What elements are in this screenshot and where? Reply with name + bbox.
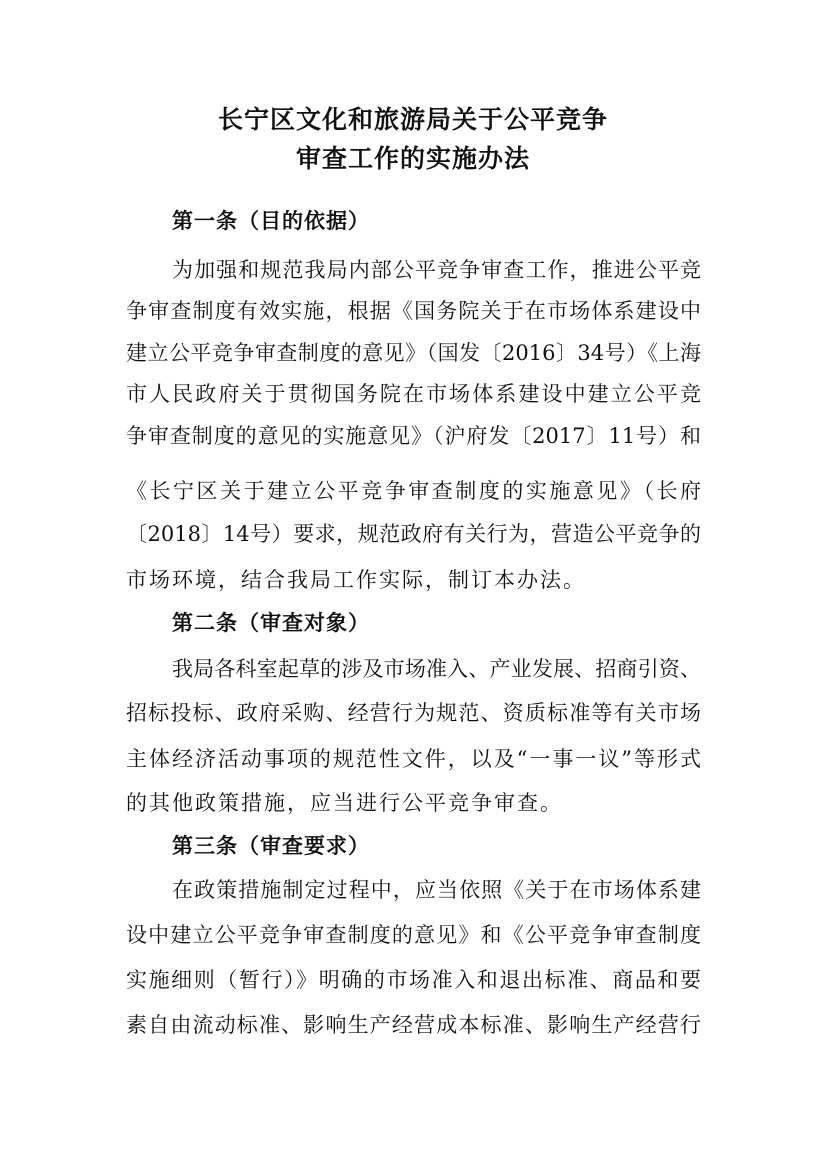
paragraph-line: 设中建立公平竞争审查制度的意见》和《公平竞争审查制度 (126, 923, 701, 947)
paragraph-line: 招标投标、政府采购、经营行为规范、资质标准等有关市场 (126, 701, 701, 725)
paragraph-line: 实施细则（暂行）》明确的市场准入和退出标准、商品和要 (126, 968, 701, 992)
paragraph-line: 《长宁区关于建立公平竞争审查制度的实施意见》（长府 (126, 479, 701, 503)
paragraph-line: 建立公平竞争审查制度的意见》（国发〔2016〕34号）《上海 (126, 341, 701, 365)
paragraph-line: 〔2018〕14号）要求，规范政府有关行为，营造公平竞争的 (126, 522, 701, 546)
paragraph-line: 在政策措施制定过程中，应当依照《关于在市场体系建 (172, 878, 701, 902)
paragraph-line: 争审查制度有效实施，根据《国务院关于在市场体系建设中 (126, 299, 701, 323)
document-title-line-1: 长宁区文化和旅游局关于公平竞争 (217, 105, 608, 134)
paragraph-line: 我局各科室起草的涉及市场准入、产业发展、招商引资、 (172, 657, 701, 681)
paragraph-line: 为加强和规范我局内部公平竞争审查工作，推进公平竞 (172, 258, 701, 282)
section-heading-3: 第三条（审查要求） (172, 834, 370, 858)
paragraph-line: 市场环境，结合我局工作实际，制订本办法。 (126, 568, 586, 592)
section-heading-2: 第二条（审查对象） (172, 611, 370, 635)
paragraph-line: 的其他政策措施，应当进行公平竞争审查。 (126, 791, 563, 815)
section-heading-1: 第一条（目的依据） (172, 209, 370, 233)
paragraph-line: 市人民政府关于贯彻国务院在市场体系建设中建立公平竞 (126, 382, 701, 406)
document-title-line-2: 审查工作的实施办法 (295, 144, 530, 173)
paragraph-line: 争审查制度的意见的实施意见》（沪府发〔2017〕11号）和 (126, 424, 701, 448)
paragraph-line: 主体经济活动事项的规范性文件，以及“一事一议”等形式 (126, 747, 701, 771)
paragraph-line: 素自由流动标准、影响生产经营成本标准、影响生产经营行 (126, 1013, 701, 1037)
